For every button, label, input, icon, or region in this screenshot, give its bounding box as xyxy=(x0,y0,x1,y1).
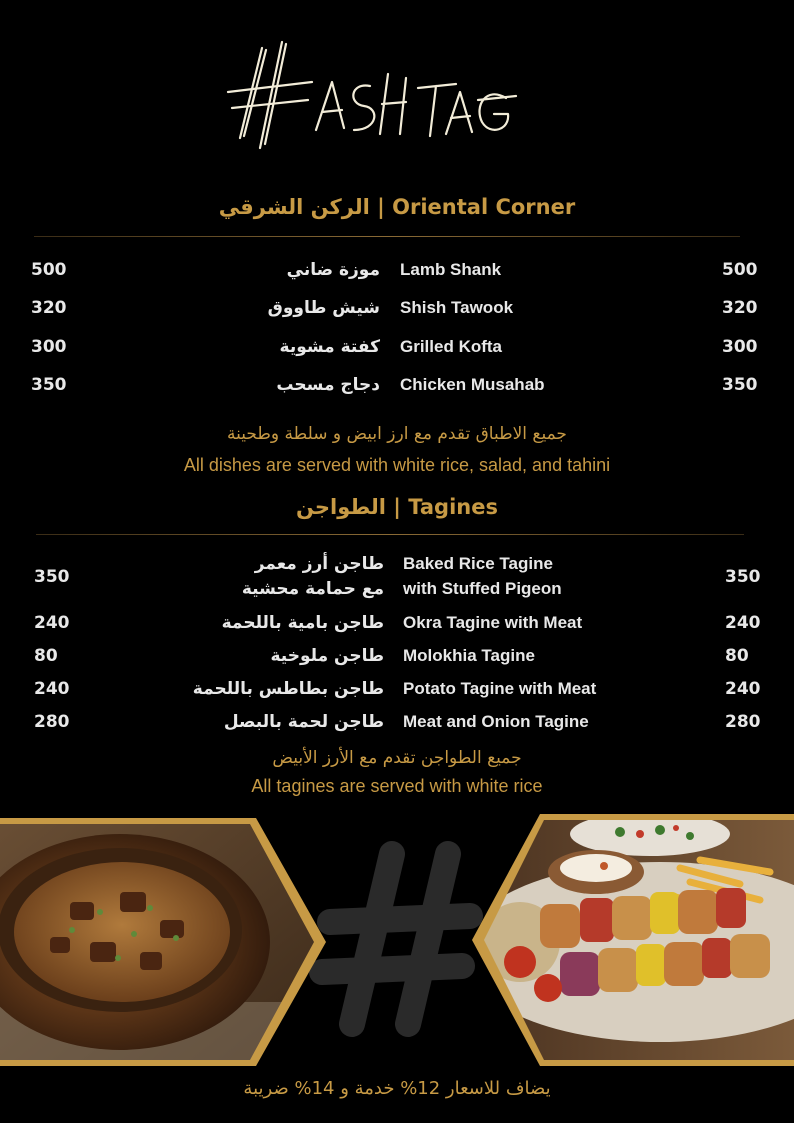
menu-row xyxy=(0,679,794,713)
price-left: 320 xyxy=(31,298,67,318)
item-name-en-line2: with Stuffed Pigeon xyxy=(403,579,562,598)
divider xyxy=(36,534,744,535)
item-name-en: Shish Tawook xyxy=(400,298,514,317)
item-name-en: Lamb Shank xyxy=(400,260,502,279)
item-name-en: Grilled Kofta xyxy=(400,337,503,356)
hashtag-logo xyxy=(220,30,520,155)
divider xyxy=(34,236,740,237)
menu-row xyxy=(0,260,794,294)
item-name-ar: طاجن بامية باللحمة xyxy=(221,613,384,633)
note-en: All dishes are served with white rice, salad, and tahini xyxy=(183,455,611,475)
tagine-photo xyxy=(0,812,330,1074)
price-left: 350 xyxy=(31,375,67,395)
item-name-en: Potato Tagine with Meat xyxy=(403,679,597,698)
item-name-en: Okra Tagine with Meat xyxy=(403,613,583,632)
price-right: 350 xyxy=(725,567,761,587)
price-left: 300 xyxy=(31,337,67,357)
price-right: 80 xyxy=(725,646,749,666)
price-right: 240 xyxy=(725,679,761,699)
menu-row xyxy=(0,712,794,746)
item-name-ar: شيش طاووق xyxy=(267,298,380,318)
menu-row xyxy=(0,646,794,680)
kebab-photo xyxy=(460,812,794,1074)
item-name-ar: دجاج مسحب xyxy=(276,375,380,395)
note-ar: جميع الطواجن تقدم مع الأرز الأبيض xyxy=(272,748,522,768)
menu-row xyxy=(0,552,794,602)
item-name-en-line1: Baked Rice Tagine xyxy=(403,554,553,573)
price-left: 350 xyxy=(34,567,70,587)
menu-row xyxy=(0,337,794,371)
item-name-ar: طاجن ملوخية xyxy=(270,646,384,666)
item-name-ar: طاجن بطاطس باللحمة xyxy=(192,679,384,699)
price-left: 280 xyxy=(34,712,70,732)
price-right: 500 xyxy=(722,260,758,280)
item-name-ar: طاجن لحمة بالبصل xyxy=(223,712,384,732)
item-name-ar: موزة ضاني xyxy=(286,260,380,280)
price-left: 500 xyxy=(31,260,67,280)
menu-row xyxy=(0,375,794,409)
item-name-ar-line1: طاجن أرز معمر xyxy=(254,554,384,574)
item-name-ar-line2: مع حمامة محشية xyxy=(241,579,384,599)
menu-row xyxy=(0,613,794,647)
price-right: 240 xyxy=(725,613,761,633)
price-right: 320 xyxy=(722,298,758,318)
tax-note: يضاف للاسعار 12% خدمة و 14% ضريبة xyxy=(243,1078,551,1099)
section-title-oriental: الركن الشرقي | Oriental Corner xyxy=(218,195,576,219)
food-photos-band xyxy=(0,812,794,1074)
price-right: 300 xyxy=(722,337,758,357)
section-title-tagines: الطواجن | Tagines xyxy=(296,495,498,519)
price-right: 350 xyxy=(722,375,758,395)
price-right: 280 xyxy=(725,712,761,732)
note-en: All tagines are served with white rice xyxy=(251,776,543,796)
item-name-en: Meat and Onion Tagine xyxy=(403,712,589,731)
item-name-en: Chicken Musahab xyxy=(400,375,545,394)
note-ar: جميع الاطباق تقدم مع ارز ابيض و سلطة وطحينة xyxy=(227,424,567,444)
price-left: 80 xyxy=(34,646,58,666)
price-left: 240 xyxy=(34,679,70,699)
item-name-en: Molokhia Tagine xyxy=(403,646,535,665)
item-name-ar: كفتة مشوية xyxy=(279,337,380,357)
menu-row xyxy=(0,298,794,332)
hash-watermark xyxy=(322,854,470,1024)
price-left: 240 xyxy=(34,613,70,633)
